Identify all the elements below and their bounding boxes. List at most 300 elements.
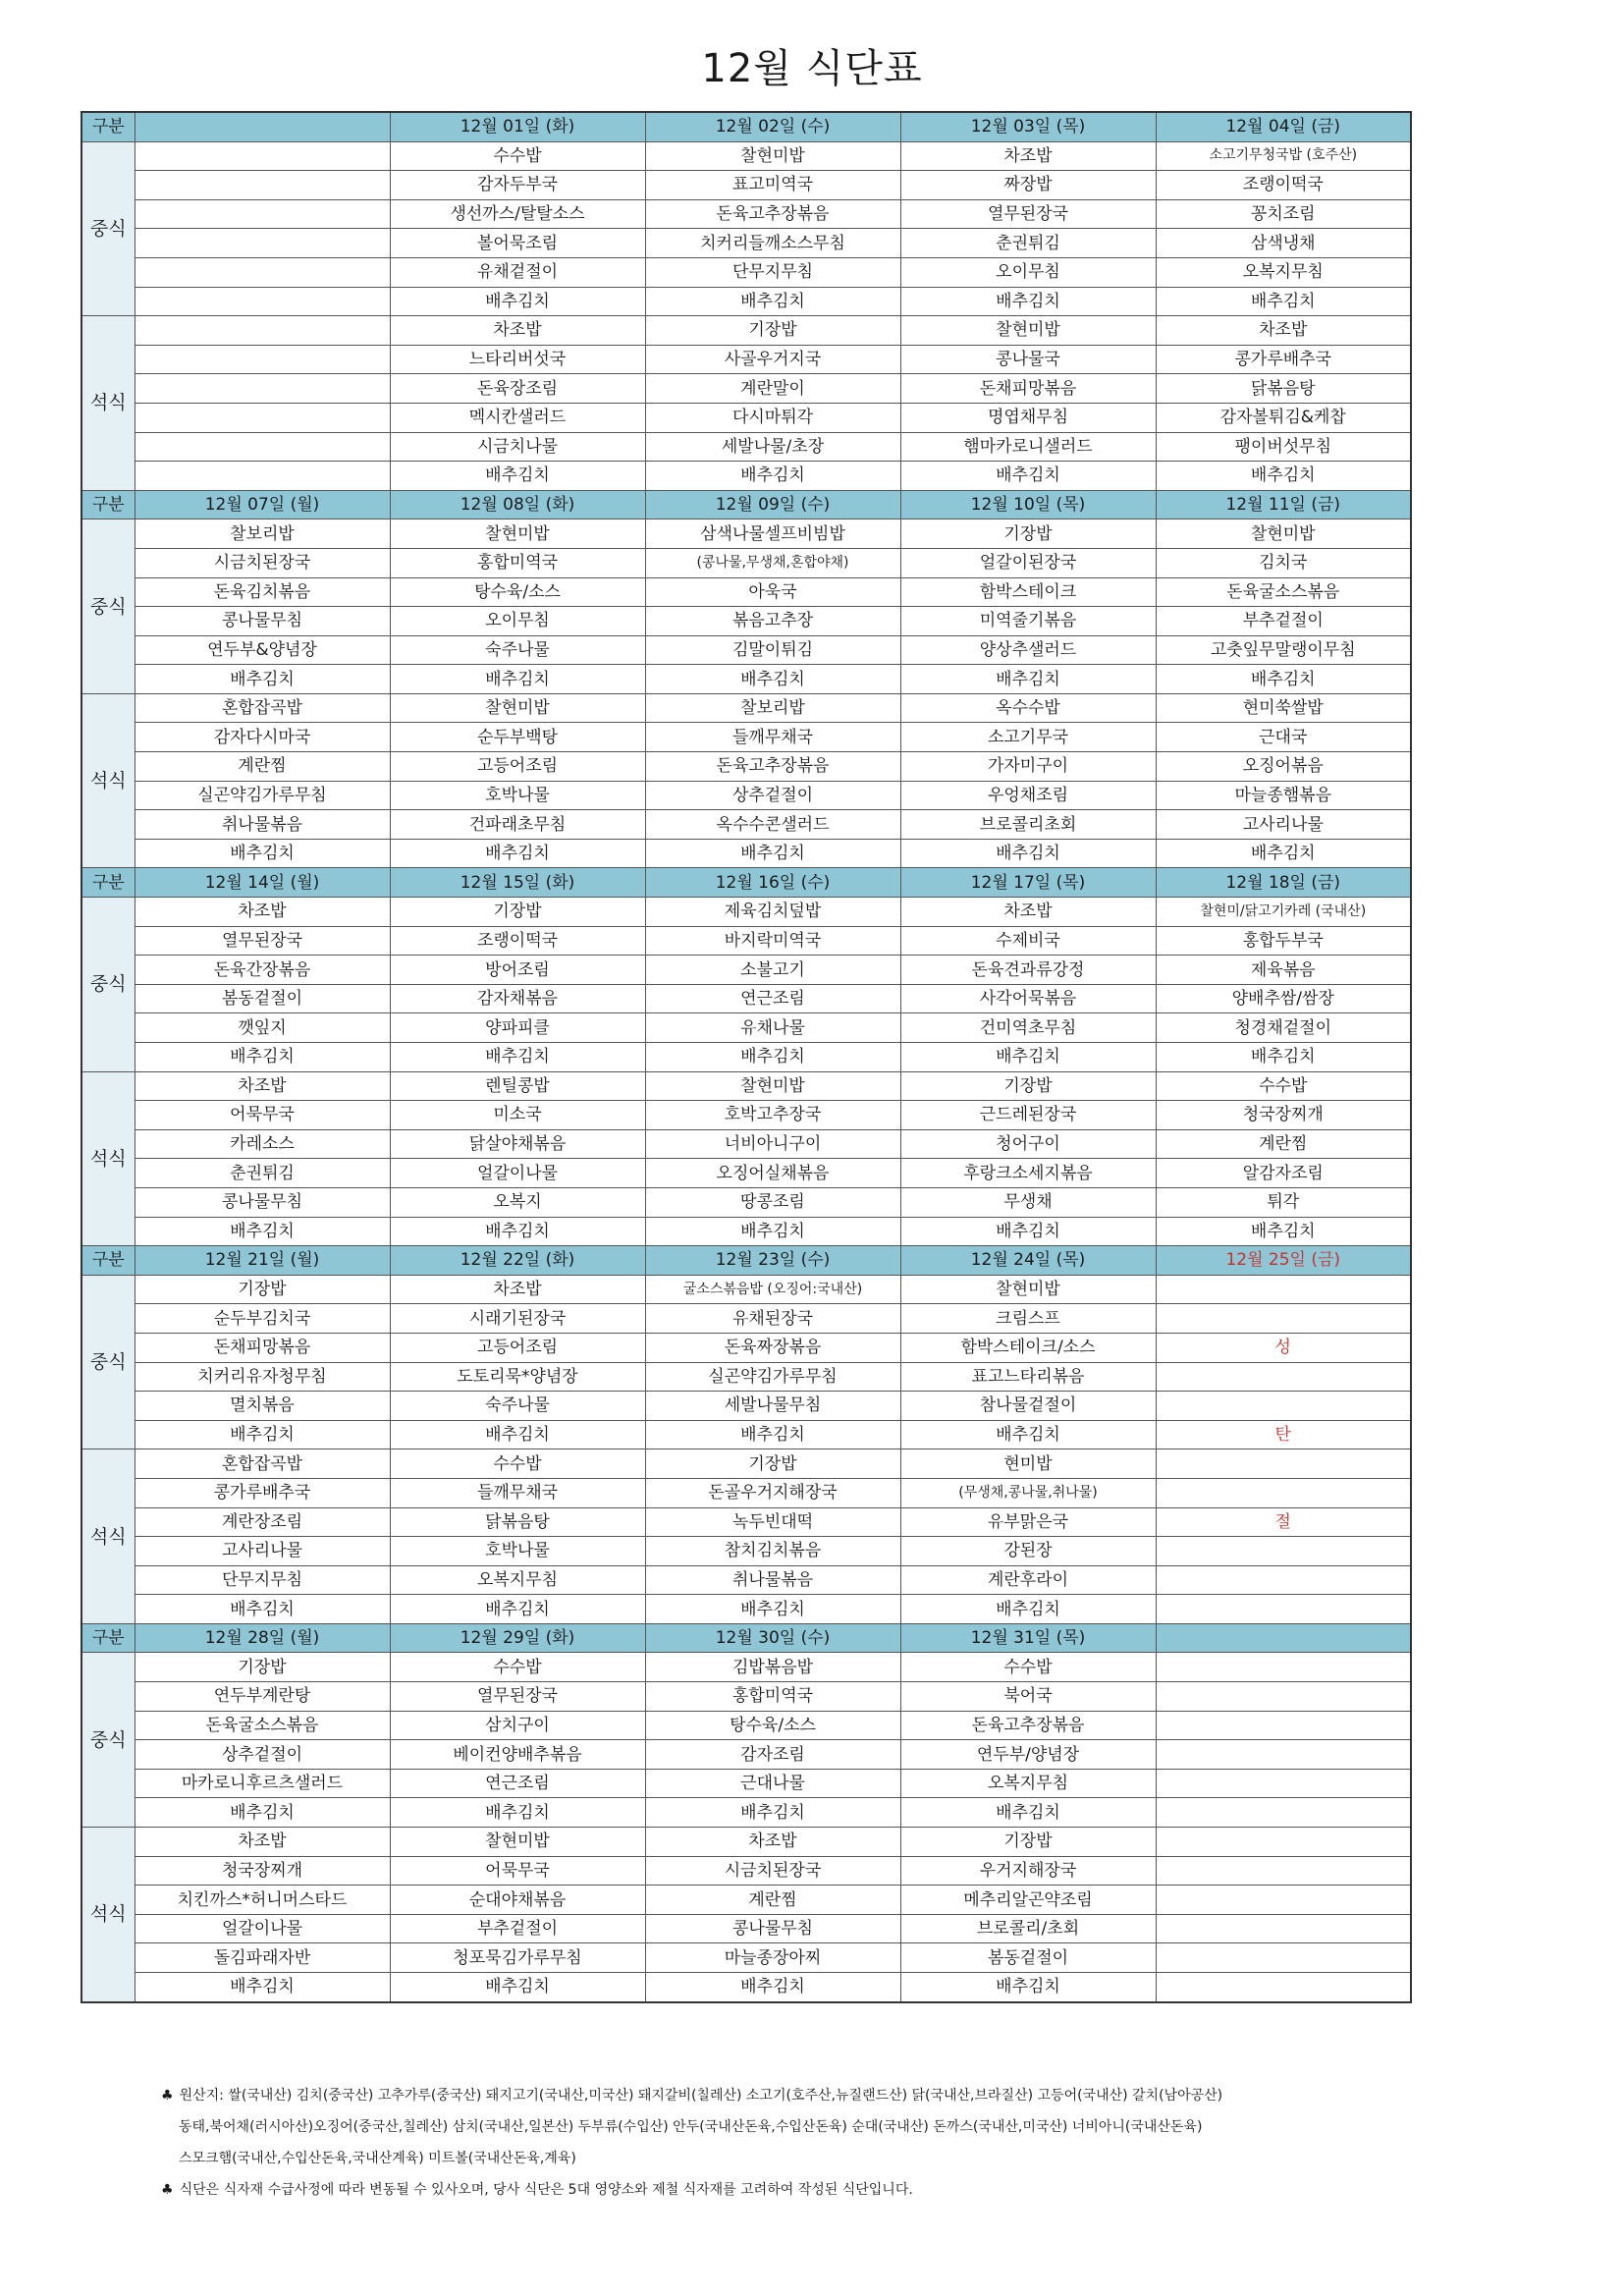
origin-note-line-2: 동태,북어채(러시아산)오징어(중국산,칠레산) 삼치(국내산,일본산) 두부류(수입산) 안두(국내산돈육,수입산돈육) 순대(국내산) 돈까스(국내산,미국산) 너비아니(국내산돈육)	[179, 2119, 1203, 2135]
menu-cell: 청어구이	[900, 1129, 1156, 1159]
menu-cell: 돈육간장볶음	[135, 956, 390, 985]
menu-cell: 다시마튀각	[645, 403, 900, 432]
menu-cell: 상추겉절이	[135, 1740, 390, 1770]
menu-cell	[1156, 1275, 1411, 1304]
day-header: 12월 22일 (화)	[390, 1246, 645, 1276]
menu-cell: 기장밥	[135, 1653, 390, 1682]
section-label: 구분	[81, 1246, 135, 1276]
menu-cell: 연두부&양념장	[135, 635, 390, 665]
menu-cell: 볼어묵조림	[390, 229, 645, 258]
dinner-menu-row	[81, 316, 1411, 346]
menu-cell: 배추김치	[645, 665, 900, 694]
menu-cell: 굴소스볶음밥 (오징어:국내산)	[645, 1275, 900, 1304]
menu-cell: 성	[1156, 1333, 1411, 1362]
day-header: 12월 29일 (화)	[390, 1623, 645, 1653]
menu-cell: 배추김치	[390, 1973, 645, 2002]
menu-cell: 실곤약김가루무침	[135, 781, 390, 810]
dinner-label: 석식	[81, 1828, 135, 2002]
menu-cell: 어묵무국	[390, 1856, 645, 1886]
menu-cell: 시금치된장국	[135, 548, 390, 577]
lunch-menu-row	[81, 1362, 1411, 1392]
menu-cell: 땅콩조림	[645, 1187, 900, 1217]
menu-cell: 오징어볶음	[1156, 752, 1411, 782]
menu-cell: 수수밥	[390, 141, 645, 171]
menu-cell: 배추김치	[645, 1798, 900, 1828]
section-label: 구분	[81, 868, 135, 898]
day-header: 12월 07일 (월)	[135, 490, 390, 519]
menu-cell: 소고기무국	[900, 723, 1156, 752]
menu-cell: 돈채피망볶음	[900, 374, 1156, 404]
dinner-menu-row	[81, 1914, 1411, 1943]
origin-note-line-1: ♣ 원산지: 쌀(국내산) 김치(중국산) 고추가루(중국산) 돼지고기(국내산,미국산) 돼지갈비(칠레산) 소고기(호주산,뉴질랜드산) 닭(국내산,브라질산) 고등어(국내산) 갈치(남아공산)	[161, 2088, 1223, 2104]
week-header-row	[81, 112, 1411, 141]
menu-cell: 돈육장조림	[390, 374, 645, 404]
dinner-menu-row	[81, 1159, 1411, 1188]
day-header: 12월 14일 (월)	[135, 868, 390, 898]
dinner-menu-row	[81, 1101, 1411, 1130]
menu-cell: 순두부김치국	[135, 1304, 390, 1334]
menu-cell	[1156, 1392, 1411, 1421]
day-header: 12월 09일 (수)	[645, 490, 900, 519]
section-label: 구분	[81, 112, 135, 141]
menu-cell: 차조밥	[390, 1275, 645, 1304]
day-header: 12월 08일 (화)	[390, 490, 645, 519]
day-header: 12월 10일 (목)	[900, 490, 1156, 519]
menu-cell: 오복지무침	[900, 1769, 1156, 1798]
menu-cell: 세발나물/초장	[645, 432, 900, 462]
menu-cell: 수수밥	[900, 1653, 1156, 1682]
day-header	[135, 112, 390, 141]
menu-cell: 돈육견과류강정	[900, 956, 1156, 985]
menu-cell	[135, 374, 390, 404]
menu-cell: 혼합잡곡밥	[135, 693, 390, 723]
menu-cell: 꽁치조림	[1156, 199, 1411, 229]
lunch-menu-row	[81, 287, 1411, 316]
menu-cell: 계란말이	[645, 374, 900, 404]
menu-cell: 기장밥	[135, 1275, 390, 1304]
menu-cell: 연근조림	[390, 1769, 645, 1798]
day-header: 12월 21일 (월)	[135, 1246, 390, 1276]
menu-cell: 수제비국	[900, 926, 1156, 956]
menu-cell: 연두부/양념장	[900, 1740, 1156, 1770]
menu-cell: 기장밥	[390, 898, 645, 927]
menu-cell: 수수밥	[390, 1449, 645, 1479]
day-header: 12월 30일 (수)	[645, 1623, 900, 1653]
menu-cell: 얼갈이나물	[390, 1159, 645, 1188]
menu-cell: 감자볼튀김&케찹	[1156, 403, 1411, 432]
menu-cell: 부추겉절이	[1156, 607, 1411, 636]
menu-cell: 배추김치	[135, 839, 390, 868]
dinner-label: 석식	[81, 316, 135, 491]
menu-cell: 호박고추장국	[645, 1101, 900, 1130]
menu-cell: 명엽채무침	[900, 403, 1156, 432]
menu-cell: 시래기된장국	[390, 1304, 645, 1334]
menu-cell: 홍합미역국	[645, 1682, 900, 1712]
menu-cell: 아욱국	[645, 577, 900, 607]
menu-cell: 콩나물국	[900, 345, 1156, 374]
menu-cell: 생선까스/탈탈소스	[390, 199, 645, 229]
menu-cell: 김밥볶음밥	[645, 1653, 900, 1682]
menu-cell	[135, 403, 390, 432]
menu-cell: 차조밥	[645, 1828, 900, 1857]
menu-cell: 고등어조림	[390, 1333, 645, 1362]
origin-note-line-3: 스모크햄(국내산,수입산돈육,국내산계육) 미트볼(국내산돈육,계육)	[179, 2151, 576, 2166]
menu-cell: 오이무침	[900, 257, 1156, 287]
menu-cell	[1156, 1682, 1411, 1712]
menu-cell: 마카로니후르츠샐러드	[135, 1769, 390, 1798]
dinner-menu-row	[81, 1828, 1411, 1857]
menu-cell: 햄마카로니샐러드	[900, 432, 1156, 462]
menu-cell: 기장밥	[900, 1071, 1156, 1101]
menu-cell: 조랭이떡국	[1156, 171, 1411, 200]
menu-cell: 찰현미밥	[390, 693, 645, 723]
menu-cell: 볶음고추장	[645, 607, 900, 636]
menu-cell: 옥수수콘샐러드	[645, 810, 900, 840]
dinner-menu-row	[81, 1595, 1411, 1624]
menu-cell	[135, 287, 390, 316]
menu-cell: 단무지무침	[645, 257, 900, 287]
menu-cell: 삼색나물셀프비빔밥	[645, 519, 900, 549]
dinner-menu-row	[81, 374, 1411, 404]
menu-cell: 근드레된장국	[900, 1101, 1156, 1130]
menu-cell	[1156, 1943, 1411, 1973]
menu-cell: 혼합잡곡밥	[135, 1449, 390, 1479]
lunch-menu-row	[81, 1682, 1411, 1712]
week-header-row	[81, 1246, 1411, 1276]
menu-cell: 호박나물	[390, 781, 645, 810]
menu-cell: 사각어묵볶음	[900, 984, 1156, 1013]
dinner-menu-row	[81, 1449, 1411, 1479]
menu-cell: 청포묵김가루무침	[390, 1943, 645, 1973]
lunch-menu-row	[81, 607, 1411, 636]
menu-cell: 양배추쌈/쌈장	[1156, 984, 1411, 1013]
menu-cell: 시금치된장국	[645, 1856, 900, 1886]
menu-cell: 배추김치	[645, 1973, 900, 2002]
menu-cell	[1156, 1304, 1411, 1334]
menu-cell: 돈육굴소스볶음	[135, 1711, 390, 1740]
menu-cell: 렌틸콩밥	[390, 1071, 645, 1101]
lunch-label: 중식	[81, 898, 135, 1072]
lunch-menu-row	[81, 1304, 1411, 1334]
menu-cell: 배추김치	[135, 1420, 390, 1449]
menu-cell: 얼갈이된장국	[900, 548, 1156, 577]
dinner-menu-row	[81, 1537, 1411, 1566]
menu-cell: 차조밥	[900, 898, 1156, 927]
menu-cell: 찰현미밥	[645, 141, 900, 171]
menu-cell: 표고미역국	[645, 171, 900, 200]
dinner-menu-row	[81, 462, 1411, 491]
menu-cell: 배추김치	[390, 1217, 645, 1246]
menu-cell: 호박나물	[390, 1537, 645, 1566]
dinner-menu-row	[81, 1507, 1411, 1537]
menu-cell	[135, 462, 390, 491]
menu-cell: 수수밥	[390, 1653, 645, 1682]
menu-cell: 차조밥	[135, 1071, 390, 1101]
menu-cell: 소불고기	[645, 956, 900, 985]
menu-cell: 취나물볶음	[135, 810, 390, 840]
menu-cell: 양파피클	[390, 1013, 645, 1043]
menu-cell: 돌김파래자반	[135, 1943, 390, 1973]
day-header: 12월 11일 (금)	[1156, 490, 1411, 519]
menu-cell: 계란찜	[1156, 1129, 1411, 1159]
lunch-menu-row	[81, 1043, 1411, 1072]
menu-cell	[1156, 1828, 1411, 1857]
menu-cell: 표고느타리볶음	[900, 1362, 1156, 1392]
menu-cell: 배추김치	[390, 1798, 645, 1828]
menu-cell: 치킨까스*허니머스타드	[135, 1886, 390, 1915]
dinner-menu-row	[81, 1943, 1411, 1973]
menu-cell	[135, 316, 390, 346]
menu-cell: 탕수육/소스	[645, 1711, 900, 1740]
day-header: 12월 01일 (화)	[390, 112, 645, 141]
menu-cell: 멕시칸샐러드	[390, 403, 645, 432]
lunch-menu-row	[81, 665, 1411, 694]
menu-cell	[1156, 1478, 1411, 1507]
menu-cell: 기장밥	[900, 1828, 1156, 1857]
menu-cell	[135, 345, 390, 374]
menu-cell: 무생채	[900, 1187, 1156, 1217]
menu-cell	[135, 257, 390, 287]
menu-cell: 배추김치	[135, 1973, 390, 2002]
menu-cell: 계란찜	[135, 752, 390, 782]
menu-cell: 크림스프	[900, 1304, 1156, 1334]
menu-cell: 찰현미밥	[900, 316, 1156, 346]
menu-cell	[1156, 1711, 1411, 1740]
lunch-menu-row	[81, 984, 1411, 1013]
menu-cell: 양상추샐러드	[900, 635, 1156, 665]
notes	[161, 2080, 1437, 2206]
menu-cell: 배추김치	[900, 462, 1156, 491]
dinner-menu-row	[81, 810, 1411, 840]
dinner-menu-row	[81, 1187, 1411, 1217]
menu-cell: 배추김치	[390, 665, 645, 694]
menu-cell: 카레소스	[135, 1129, 390, 1159]
menu-cell: 배추김치	[900, 1420, 1156, 1449]
menu-cell: 사골우거지국	[645, 345, 900, 374]
menu-cell: 브로콜리/초회	[900, 1914, 1156, 1943]
menu-cell: 깻잎지	[135, 1013, 390, 1043]
lunch-menu-row	[81, 1711, 1411, 1740]
menu-cell: 배추김치	[900, 287, 1156, 316]
menu-cell: 우엉채조림	[900, 781, 1156, 810]
menu-cell: 강된장	[900, 1537, 1156, 1566]
menu-cell: 계란후라이	[900, 1565, 1156, 1595]
menu-cell: 소고기무청국밥 (호주산)	[1156, 141, 1411, 171]
dinner-menu-row	[81, 1973, 1411, 2002]
menu-cell: 실곤약김가루무침	[645, 1362, 900, 1392]
dinner-menu-row	[81, 752, 1411, 782]
menu-cell: 찰현미밥	[900, 1275, 1156, 1304]
menu-cell: 세발나물무침	[645, 1392, 900, 1421]
lunch-menu-row	[81, 519, 1411, 549]
menu-cell: 상추겉절이	[645, 781, 900, 810]
menu-cell: 배추김치	[1156, 462, 1411, 491]
menu-cell: 얼갈이나물	[135, 1914, 390, 1943]
menu-cell: 팽이버섯무침	[1156, 432, 1411, 462]
dinner-menu-row	[81, 403, 1411, 432]
lunch-menu-row	[81, 898, 1411, 927]
day-header: 12월 24일 (목)	[900, 1246, 1156, 1276]
menu-cell: 미소국	[390, 1101, 645, 1130]
dinner-menu-row	[81, 839, 1411, 868]
lunch-menu-row	[81, 1740, 1411, 1770]
club-bullet-icon: ♣	[161, 2088, 174, 2104]
dinner-label: 석식	[81, 693, 135, 868]
menu-cell: 알감자조림	[1156, 1159, 1411, 1188]
menu-cell: 배추김치	[135, 1595, 390, 1624]
menu-cell: 유부맑은국	[900, 1507, 1156, 1537]
menu-cell: 방어조림	[390, 956, 645, 985]
menu-cell: 배추김치	[390, 1420, 645, 1449]
menu-cell: 배추김치	[135, 1043, 390, 1072]
menu-cell: 돈육짜장볶음	[645, 1333, 900, 1362]
menu-cell: 콩나물무침	[645, 1914, 900, 1943]
menu-cell: 녹두빈대떡	[645, 1507, 900, 1537]
menu-cell: 북어국	[900, 1682, 1156, 1712]
menu-cell: 닭볶음탕	[1156, 374, 1411, 404]
menu-cell: 배추김치	[1156, 839, 1411, 868]
menu-cell: 브로콜리초회	[900, 810, 1156, 840]
lunch-label: 중식	[81, 1275, 135, 1449]
menu-cell: 배추김치	[900, 1043, 1156, 1072]
menu-cell: 열무된장국	[390, 1682, 645, 1712]
menu-cell: 배추김치	[900, 1973, 1156, 2002]
menu-cell: 치커리들깨소스무침	[645, 229, 900, 258]
lunch-menu-row	[81, 548, 1411, 577]
menu-cell: 배추김치	[135, 1217, 390, 1246]
section-label: 구분	[81, 490, 135, 519]
menu-cell: 오이무침	[390, 607, 645, 636]
lunch-menu-row	[81, 257, 1411, 287]
day-header: 12월 03일 (목)	[900, 112, 1156, 141]
menu-cell: 멸치볶음	[135, 1392, 390, 1421]
menu-cell: 배추김치	[390, 1595, 645, 1624]
menu-cell: 배추김치	[390, 287, 645, 316]
menu-cell: 건미역초무침	[900, 1013, 1156, 1043]
menu-cell: 단무지무침	[135, 1565, 390, 1595]
menu-cell: 배추김치	[900, 1798, 1156, 1828]
menu-cell: 치커리유자청무침	[135, 1362, 390, 1392]
menu-cell: (콩나물,무생채,혼합야채)	[645, 548, 900, 577]
lunch-menu-row	[81, 956, 1411, 985]
dinner-menu-row	[81, 1071, 1411, 1101]
day-header: 12월 15일 (화)	[390, 868, 645, 898]
week-header-row	[81, 868, 1411, 898]
menu-cell: 찰현미밥	[645, 1071, 900, 1101]
menu-cell	[1156, 1449, 1411, 1479]
menu-cell: 콩나물무침	[135, 1187, 390, 1217]
menu-cell: 홍합미역국	[390, 548, 645, 577]
week-header-row	[81, 490, 1411, 519]
menu-cell: 돈골우거지해장국	[645, 1478, 900, 1507]
dinner-menu-row	[81, 1856, 1411, 1886]
menu-cell: 숙주나물	[390, 1392, 645, 1421]
dinner-menu-row	[81, 693, 1411, 723]
menu-cell: 연근조림	[645, 984, 900, 1013]
menu-cell: 차조밥	[1156, 316, 1411, 346]
day-header: 12월 16일 (수)	[645, 868, 900, 898]
menu-cell	[135, 432, 390, 462]
menu-cell: 가자미구이	[900, 752, 1156, 782]
menu-cell: 배추김치	[900, 1217, 1156, 1246]
lunch-menu-row	[81, 141, 1411, 171]
menu-cell: 수수밥	[1156, 1071, 1411, 1101]
menu-cell: 계란장조림	[135, 1507, 390, 1537]
menu-cell: 너비아니구이	[645, 1129, 900, 1159]
dinner-menu-row	[81, 1565, 1411, 1595]
menu-cell	[1156, 1362, 1411, 1392]
menu-cell: 배추김치	[1156, 1043, 1411, 1072]
menu-cell: 유채나물	[645, 1013, 900, 1043]
menu-cell: 바지락미역국	[645, 926, 900, 956]
menu-cell: 부추겉절이	[390, 1914, 645, 1943]
menu-cell: 삼색냉채	[1156, 229, 1411, 258]
menu-cell: 배추김치	[135, 665, 390, 694]
page-title: 12월 식단표	[701, 46, 923, 91]
dinner-menu-row	[81, 723, 1411, 752]
menu-cell: 배추김치	[390, 1043, 645, 1072]
menu-cell	[1156, 1537, 1411, 1566]
menu-cell: 들깨무채국	[390, 1478, 645, 1507]
menu-cell: 순대야채볶음	[390, 1886, 645, 1915]
menu-cell: 절	[1156, 1507, 1411, 1537]
menu-cell	[135, 141, 390, 171]
menu-cell	[1156, 1769, 1411, 1798]
menu-cell: 배추김치	[645, 1043, 900, 1072]
menu-cell: 도토리묵*양념장	[390, 1362, 645, 1392]
menu-cell: 배추김치	[1156, 287, 1411, 316]
menu-cell: 계란찜	[645, 1886, 900, 1915]
dinner-menu-row	[81, 432, 1411, 462]
lunch-menu-row	[81, 635, 1411, 665]
menu-cell: 차조밥	[135, 898, 390, 927]
menu-table	[81, 111, 1412, 2003]
menu-cell: 찰현미밥	[1156, 519, 1411, 549]
menu-cell: 콩가루배추국	[135, 1478, 390, 1507]
menu-cell: 짜장밥	[900, 171, 1156, 200]
menu-cell: 함박스테이크	[900, 577, 1156, 607]
dinner-label: 석식	[81, 1071, 135, 1246]
menu-cell: 근대국	[1156, 723, 1411, 752]
menu-cell: 돈육고추장볶음	[645, 752, 900, 782]
menu-cell: 배추김치	[645, 1217, 900, 1246]
lunch-label: 중식	[81, 1653, 135, 1828]
menu-cell: 어묵무국	[135, 1101, 390, 1130]
menu-cell: 봄동겉절이	[135, 984, 390, 1013]
club-bullet-icon: ♣	[161, 2182, 174, 2198]
lunch-menu-row	[81, 229, 1411, 258]
day-header: 12월 23일 (수)	[645, 1246, 900, 1276]
menu-cell: 마늘종장아찌	[645, 1943, 900, 1973]
menu-cell: 제육볶음	[1156, 956, 1411, 985]
lunch-menu-row	[81, 926, 1411, 956]
dinner-menu-row	[81, 1478, 1411, 1507]
lunch-label: 중식	[81, 141, 135, 316]
menu-cell	[1156, 1914, 1411, 1943]
menu-cell	[1156, 1653, 1411, 1682]
lunch-menu-row	[81, 1333, 1411, 1362]
section-label: 구분	[81, 1623, 135, 1653]
menu-cell: 제육김치덮밥	[645, 898, 900, 927]
lunch-menu-row	[81, 577, 1411, 607]
menu-cell: 봄동겉절이	[900, 1943, 1156, 1973]
dinner-menu-row	[81, 1886, 1411, 1915]
menu-cell	[1156, 1565, 1411, 1595]
lunch-menu-row	[81, 1013, 1411, 1043]
day-header: 12월 04일 (금)	[1156, 112, 1411, 141]
menu-cell: (무생채,콩나물,취나물)	[900, 1478, 1156, 1507]
menu-cell: 돈육굴소스볶음	[1156, 577, 1411, 607]
